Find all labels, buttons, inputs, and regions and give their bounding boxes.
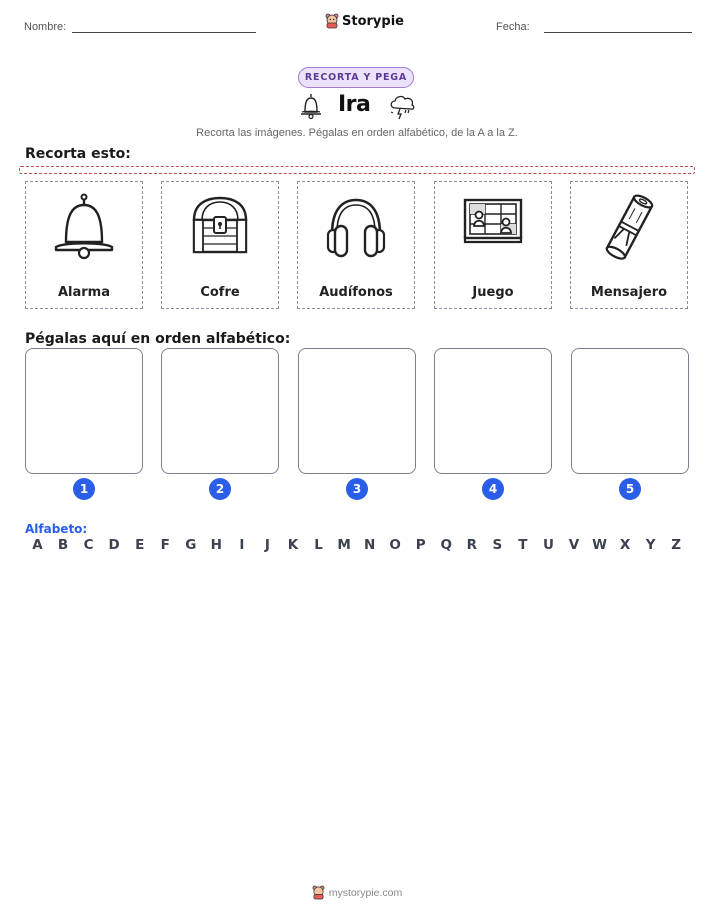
bell-icon [298,92,324,120]
date-field[interactable] [496,20,692,33]
alphabet-letter: T [518,537,528,553]
bear-icon [312,885,325,900]
name-line[interactable] [72,20,256,33]
alphabet-letter: G [185,537,197,553]
card-label: Cofre [200,285,240,300]
alphabet-letter: Z [671,537,682,553]
storm-cloud-icon [388,92,418,120]
alphabet-letter: S [492,537,503,553]
cut-card-audifonos[interactable] [297,181,415,309]
alphabet-letter: X [619,537,631,553]
paste-heading: Pégalas aquí en orden alfabético: [25,331,291,347]
cut-heading: Recorta esto: [25,146,131,162]
alphabet-letter: W [592,537,607,553]
paste-slot-5[interactable] [571,348,689,474]
alphabet-letter: D [108,537,120,553]
slot-number-4: 4 [482,478,504,500]
alphabet-letter: B [57,537,69,553]
alphabet-row [25,537,689,553]
alphabet-letter: Y [645,537,656,553]
brand-name: Storypie [342,13,404,29]
bell-icon [50,190,118,264]
paste-slot-4[interactable] [434,348,552,474]
brand-logo [325,13,404,29]
alphabet-letter: H [210,537,222,553]
name-label: Nombre: [24,21,67,33]
alphabet-letter: I [239,537,245,553]
alphabet-letter: P [415,537,426,553]
alphabet-letter: V [568,537,580,553]
alphabet-letter: C [83,537,94,553]
headphones-icon [322,190,390,264]
alphabet-letter: M [337,537,351,553]
card-label: Audífonos [319,285,393,300]
cut-card-cofre[interactable] [161,181,279,309]
slot-number-2: 2 [209,478,231,500]
slot-number-3: 3 [346,478,368,500]
name-field[interactable] [24,20,256,33]
scroll-icon [595,190,663,264]
slot-number-5: 5 [619,478,641,500]
treasure-chest-icon [186,190,254,264]
alphabet-letter: N [363,537,376,553]
card-label: Juego [472,285,514,300]
card-label: Mensajero [590,285,668,300]
slot-number-1: 1 [73,478,95,500]
alphabet-letter: A [32,537,43,553]
activity-badge: RECORTA Y PEGA [298,67,414,88]
cut-line [19,166,695,174]
paste-slot-2[interactable] [161,348,279,474]
alphabet-letter: Q [440,537,452,553]
board-game-icon [459,190,527,264]
date-label: Fecha: [496,21,530,33]
date-line[interactable] [544,20,692,33]
alphabet-letter: L [314,537,323,553]
alphabet-letter: R [466,537,477,553]
alphabet-letter: O [389,537,401,553]
instructions: Recorta las imágenes. Pégalas en orden alfabético, de la A a la Z. [196,127,518,139]
alphabet-letter: E [135,537,145,553]
cut-card-alarma[interactable] [25,181,143,309]
paste-slot-3[interactable] [298,348,416,474]
paste-slot-1[interactable] [25,348,143,474]
cut-card-mensajero[interactable] [570,181,688,309]
title-row [0,92,714,124]
alphabet-letter: J [264,537,270,553]
page-title: Ira [338,92,371,117]
alphabet-letter: U [542,537,554,553]
bear-icon [325,13,339,29]
alphabet-letter: F [160,537,170,553]
cut-card-juego[interactable] [434,181,552,309]
alphabet-heading: Alfabeto: [25,522,88,536]
alphabet-letter: K [287,537,299,553]
card-label: Alarma [57,285,111,300]
footer [0,885,714,900]
footer-url[interactable]: mystorypie.com [328,886,403,899]
